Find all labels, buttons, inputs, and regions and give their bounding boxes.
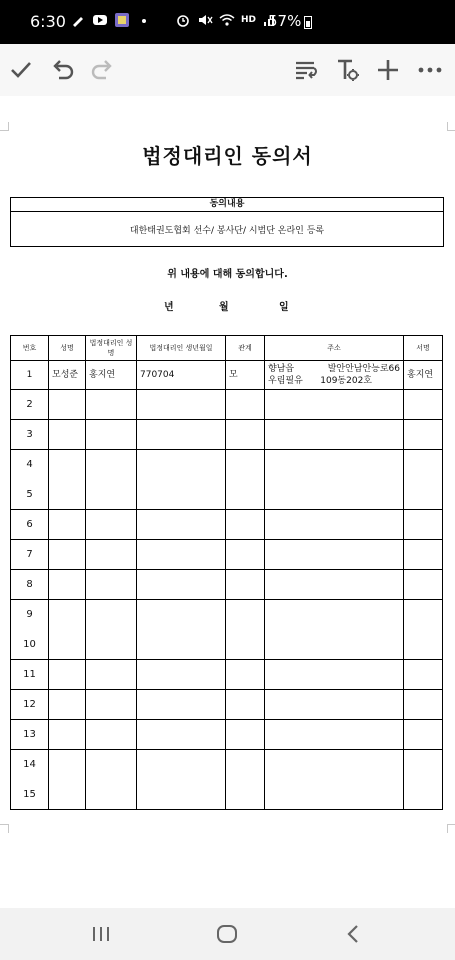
- row-number[interactable]: 14: [11, 750, 49, 780]
- game-app-icon: [114, 12, 130, 28]
- table-cell[interactable]: [137, 690, 226, 720]
- table-cell[interactable]: [404, 390, 443, 420]
- table-cell[interactable]: [49, 660, 86, 690]
- table-cell[interactable]: [226, 780, 265, 810]
- table-row: [11, 780, 443, 810]
- cell-signature[interactable]: 홍지연: [404, 361, 443, 390]
- table-cell[interactable]: [49, 690, 86, 720]
- page-corner-top-right: [447, 122, 455, 131]
- alarm-icon: [175, 12, 191, 28]
- table-cell[interactable]: [404, 450, 443, 480]
- table-cell[interactable]: [49, 780, 86, 810]
- table-cell[interactable]: [265, 600, 404, 630]
- document-title: 법정대리인 동의서: [142, 144, 313, 168]
- table-cell[interactable]: [137, 510, 226, 540]
- check-icon: [8, 57, 34, 83]
- table-cell[interactable]: [86, 720, 137, 750]
- table-cell[interactable]: [226, 450, 265, 480]
- page-corner-bottom-left: [0, 824, 9, 833]
- row-number[interactable]: 11: [11, 660, 49, 690]
- table-cell[interactable]: [226, 750, 265, 780]
- table-cell[interactable]: [226, 570, 265, 600]
- table-cell[interactable]: [137, 540, 226, 570]
- table-cell[interactable]: [49, 420, 86, 450]
- cell-relation[interactable]: 모: [226, 361, 265, 390]
- table-cell[interactable]: [226, 420, 265, 450]
- table-cell[interactable]: [49, 510, 86, 540]
- page-corner-bottom-right: [447, 824, 455, 833]
- text-wrap-icon: [293, 57, 319, 83]
- table-row: [11, 720, 443, 750]
- address-part: 우림필유: [268, 376, 303, 386]
- table-cell[interactable]: [404, 480, 443, 510]
- table-cell[interactable]: [265, 540, 404, 570]
- table-cell[interactable]: [226, 480, 265, 510]
- cell-address[interactable]: [265, 361, 404, 390]
- table-cell[interactable]: [49, 600, 86, 630]
- table-cell[interactable]: [404, 660, 443, 690]
- table-cell[interactable]: [86, 660, 137, 690]
- table-cell[interactable]: [86, 510, 137, 540]
- table-cell[interactable]: [404, 600, 443, 630]
- pencil-icon: [70, 12, 86, 28]
- table-cell[interactable]: [226, 630, 265, 660]
- table-cell[interactable]: [404, 690, 443, 720]
- table-row: [11, 570, 443, 600]
- header-relation: 관계: [226, 336, 265, 361]
- table-row: [11, 420, 443, 450]
- table-cell[interactable]: [86, 570, 137, 600]
- header-guardian-name: 법정대리인 성명: [86, 336, 137, 361]
- header-address: 주소: [265, 336, 404, 361]
- table-cell[interactable]: [86, 630, 137, 660]
- table-cell[interactable]: [265, 390, 404, 420]
- table-cell[interactable]: [49, 450, 86, 480]
- consent-body: 대한태권도협회 선수/ 봉사단/ 시범단 온라인 등록: [129, 226, 325, 236]
- wifi-icon: [219, 12, 235, 28]
- row-number[interactable]: 5: [11, 480, 49, 510]
- table-cell[interactable]: [137, 450, 226, 480]
- table-cell[interactable]: [404, 780, 443, 810]
- table-cell[interactable]: [86, 450, 137, 480]
- more-icon: [417, 57, 443, 83]
- table-cell[interactable]: [404, 720, 443, 750]
- more-button[interactable]: [416, 56, 444, 84]
- battery-icon: [304, 15, 312, 29]
- table-cell[interactable]: [265, 570, 404, 600]
- undo-button[interactable]: [49, 56, 77, 84]
- date-month: 월: [219, 302, 229, 313]
- status-time: 6:30: [30, 12, 66, 31]
- table-cell[interactable]: [86, 480, 137, 510]
- table-cell[interactable]: [137, 420, 226, 450]
- table-cell[interactable]: [137, 780, 226, 810]
- guardian-table: [10, 335, 443, 810]
- table-row: [11, 510, 443, 540]
- table-cell[interactable]: [265, 660, 404, 690]
- table-cell[interactable]: [49, 540, 86, 570]
- table-cell[interactable]: [137, 750, 226, 780]
- table-row: [11, 361, 443, 390]
- table-cell[interactable]: [265, 420, 404, 450]
- table-cell[interactable]: [137, 600, 226, 630]
- table-cell[interactable]: [86, 780, 137, 810]
- table-cell[interactable]: [226, 690, 265, 720]
- table-cell[interactable]: [226, 660, 265, 690]
- table-row: [11, 450, 443, 480]
- row-number[interactable]: 1: [11, 361, 49, 390]
- dot-icon: [136, 12, 152, 28]
- table-cell[interactable]: [265, 480, 404, 510]
- cell-guardian-name[interactable]: 홍지연: [86, 361, 137, 390]
- header-name: 성명: [49, 336, 86, 361]
- table-cell[interactable]: [265, 690, 404, 720]
- table-cell[interactable]: [226, 540, 265, 570]
- table-cell[interactable]: [265, 630, 404, 660]
- address-part: 향남읍: [268, 364, 295, 374]
- table-cell[interactable]: [404, 630, 443, 660]
- row-number[interactable]: 7: [11, 540, 49, 570]
- table-cell[interactable]: [404, 750, 443, 780]
- table-cell[interactable]: [86, 600, 137, 630]
- header-signature: 서명: [404, 336, 443, 361]
- document-page[interactable]: [0, 96, 455, 908]
- table-cell[interactable]: [137, 480, 226, 510]
- page-corner-top-left: [0, 122, 9, 131]
- table-cell[interactable]: [86, 690, 137, 720]
- table-row: [11, 600, 443, 630]
- header-no: 번호: [11, 336, 49, 361]
- row-number[interactable]: 12: [11, 690, 49, 720]
- row-number[interactable]: 4: [11, 450, 49, 480]
- table-cell[interactable]: [265, 780, 404, 810]
- battery-percent: 57%: [268, 12, 302, 30]
- table-header-row: [11, 336, 443, 361]
- table-cell[interactable]: [265, 750, 404, 780]
- consent-header: 동의내용: [11, 198, 443, 212]
- undo-icon: [50, 57, 76, 83]
- row-number[interactable]: 9: [11, 600, 49, 630]
- mute-icon: [197, 12, 213, 28]
- date-day: 일: [279, 302, 289, 313]
- add-button[interactable]: [374, 56, 402, 84]
- table-cell[interactable]: [137, 660, 226, 690]
- table-cell[interactable]: [265, 510, 404, 540]
- cell-name[interactable]: 모성준: [49, 361, 86, 390]
- text-format-button[interactable]: [334, 56, 362, 84]
- row-number[interactable]: 15: [11, 780, 49, 810]
- table-row: [11, 660, 443, 690]
- text-format-icon: [335, 57, 361, 83]
- table-cell[interactable]: [265, 720, 404, 750]
- table-cell[interactable]: [137, 720, 226, 750]
- agree-statement: 위 내용에 대해 동의합니다.: [167, 269, 288, 280]
- table-cell[interactable]: [86, 540, 137, 570]
- cell-guardian-birth[interactable]: 770704: [137, 361, 226, 390]
- table-cell[interactable]: [137, 570, 226, 600]
- table-cell[interactable]: [49, 480, 86, 510]
- hd-label: HD: [241, 15, 257, 25]
- table-cell[interactable]: [49, 570, 86, 600]
- table-row: [11, 390, 443, 420]
- redo-button[interactable]: [88, 56, 116, 84]
- table-cell[interactable]: [226, 720, 265, 750]
- add-icon: [375, 57, 401, 83]
- table-cell[interactable]: [49, 630, 86, 660]
- row-number[interactable]: 2: [11, 390, 49, 420]
- table-cell[interactable]: [49, 750, 86, 780]
- status-bar: [0, 0, 455, 44]
- table-cell[interactable]: [226, 600, 265, 630]
- table-row: [11, 540, 443, 570]
- table-row: [11, 630, 443, 660]
- row-number[interactable]: 8: [11, 570, 49, 600]
- table-row: [11, 480, 443, 510]
- table-cell[interactable]: [86, 420, 137, 450]
- row-number[interactable]: 6: [11, 510, 49, 540]
- table-cell[interactable]: [265, 450, 404, 480]
- table-cell[interactable]: [137, 390, 226, 420]
- recent-apps-icon[interactable]: [88, 921, 114, 947]
- editor-toolbar: [0, 44, 455, 97]
- done-button[interactable]: [7, 56, 35, 84]
- table-cell[interactable]: [49, 720, 86, 750]
- consent-box: [10, 197, 444, 247]
- table-cell[interactable]: [86, 390, 137, 420]
- row-number[interactable]: 10: [11, 630, 49, 660]
- back-icon[interactable]: [341, 921, 367, 947]
- table-cell[interactable]: [404, 420, 443, 450]
- table-row: [11, 690, 443, 720]
- table-cell[interactable]: [226, 510, 265, 540]
- table-cell[interactable]: [49, 390, 86, 420]
- table-cell[interactable]: [86, 750, 137, 780]
- table-row: [11, 750, 443, 780]
- row-number[interactable]: 13: [11, 720, 49, 750]
- table-cell[interactable]: [226, 390, 265, 420]
- table-cell[interactable]: [404, 570, 443, 600]
- youtube-icon: [92, 12, 108, 28]
- date-year: 년: [164, 302, 174, 313]
- table-cell[interactable]: [137, 630, 226, 660]
- redo-icon: [89, 57, 115, 83]
- table-cell[interactable]: [404, 540, 443, 570]
- header-guardian-birth: 법정대리인 생년월일: [137, 336, 226, 361]
- address-part: 발안안남안능로66: [327, 364, 400, 374]
- home-icon[interactable]: [214, 921, 240, 947]
- text-wrap-button[interactable]: [292, 56, 320, 84]
- navigation-bar: [0, 908, 455, 960]
- row-number[interactable]: 3: [11, 420, 49, 450]
- table-cell[interactable]: [404, 510, 443, 540]
- address-part: 109동202호: [320, 376, 372, 386]
